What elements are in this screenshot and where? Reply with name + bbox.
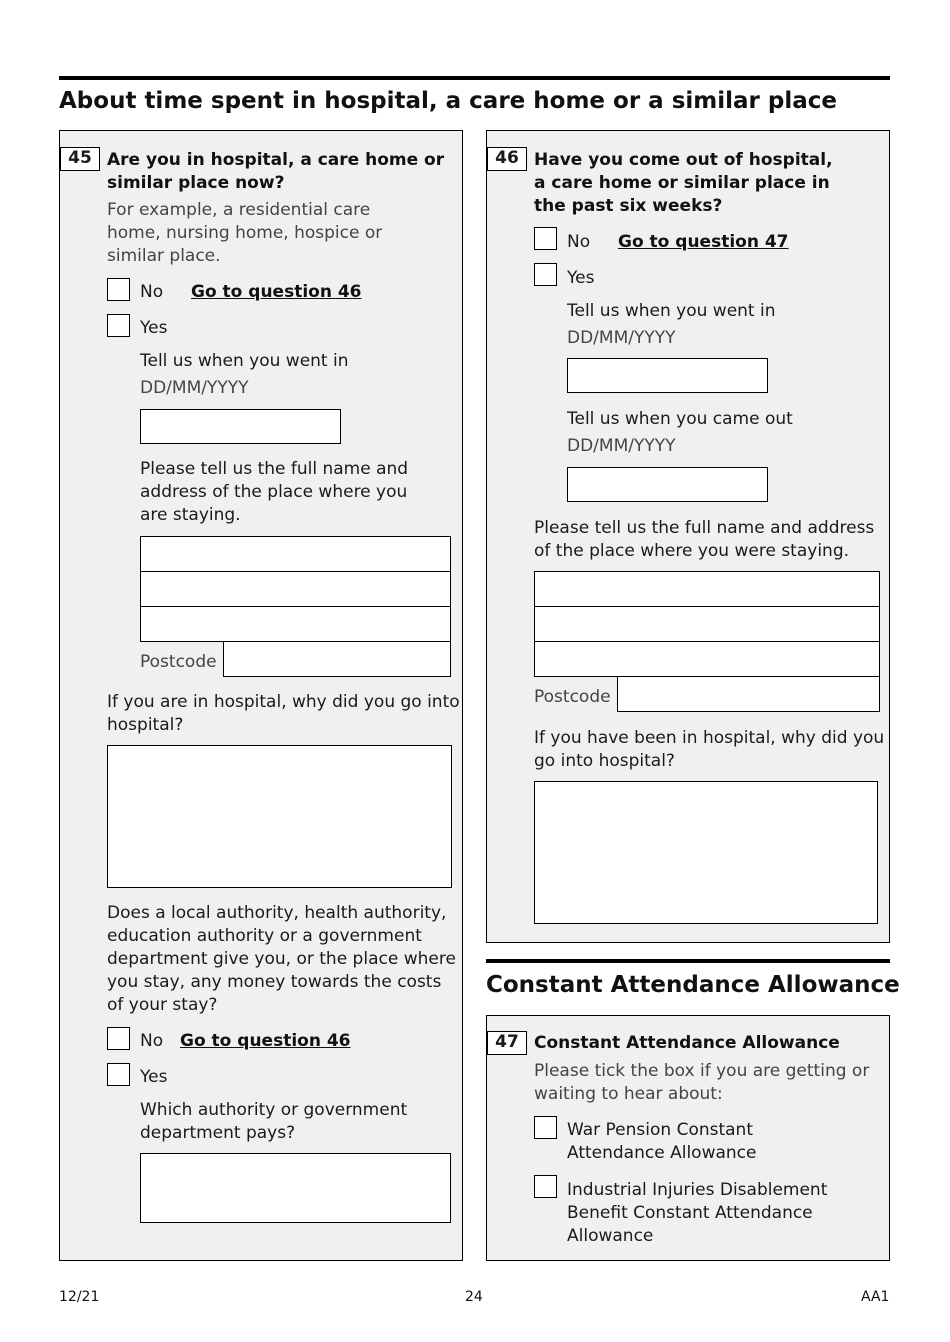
question-hint: Please tick the box if you are getting or waiting to hear about: <box>534 1061 870 1104</box>
address-line-2-input[interactable] <box>140 571 451 607</box>
war-pension-checkbox[interactable] <box>534 1116 557 1139</box>
came-out-label: Tell us when you came out <box>567 409 793 429</box>
hospital-reason-input[interactable] <box>107 745 452 888</box>
no-checkbox[interactable] <box>107 278 130 301</box>
section-rule-top <box>59 76 890 80</box>
hospital-reason-label: If you have been in hospital, why did you go into hospital? <box>534 728 885 771</box>
went-in-label: Tell us when you went in <box>140 351 349 371</box>
postcode-input[interactable] <box>617 676 880 712</box>
question-number: 47 <box>487 1031 527 1055</box>
no-checkbox[interactable] <box>534 227 557 250</box>
funding-go-to-question-46-link[interactable]: Go to question 46 <box>180 1031 351 1051</box>
which-authority-label: Which authority or government department pays? <box>140 1100 408 1143</box>
address-label: Please tell us the full name and address of the place where you are staying. <box>140 459 409 525</box>
industrial-injuries-checkbox[interactable] <box>534 1175 557 1198</box>
date-format-hint: DD/MM/YYYY <box>140 378 249 398</box>
yes-label: Yes <box>140 318 168 338</box>
date-format-hint: DD/MM/YYYY <box>567 436 676 456</box>
hospital-reason-label: If you are in hospital, why did you go into hospital? <box>107 692 460 735</box>
question-number: 46 <box>487 147 527 171</box>
footer-date: 12/21 <box>59 1289 100 1305</box>
date-format-hint: DD/MM/YYYY <box>567 328 676 348</box>
question-title: Are you in hospital, a care home or similar place now? <box>107 150 445 193</box>
address-label: Please tell us the full name and address of the place where you were staying. <box>534 518 875 561</box>
went-in-label: Tell us when you went in <box>567 301 776 321</box>
funding-yes-label: Yes <box>140 1067 168 1087</box>
question-hint: For example, a residential care home, nursing home, hospice or similar place. <box>107 200 383 266</box>
hospital-reason-input[interactable] <box>534 781 878 924</box>
question-title: Have you come out of hospital, a care home or similar place in the past six weeks? <box>534 150 833 216</box>
form-code: AA1 <box>861 1289 890 1305</box>
date-went-in-input[interactable] <box>567 358 768 393</box>
no-label: No <box>140 282 164 302</box>
address-line-2-input[interactable] <box>534 606 880 642</box>
yes-label: Yes <box>567 268 595 288</box>
which-authority-input[interactable] <box>140 1153 451 1223</box>
page-number: 24 <box>465 1289 483 1305</box>
industrial-injuries-label: Industrial Injuries Disablement Benefit Constant Attendance Allowance <box>567 1180 828 1246</box>
funding-no-label: No <box>140 1031 164 1051</box>
postcode-input[interactable] <box>223 641 451 677</box>
question-number: 45 <box>60 147 100 171</box>
section-title: Constant Attendance Allowance <box>486 972 900 998</box>
funding-yes-checkbox[interactable] <box>107 1063 130 1086</box>
go-to-question-46-link[interactable]: Go to question 46 <box>191 282 362 302</box>
address-line-3-input[interactable] <box>534 641 880 677</box>
postcode-label: Postcode <box>534 687 611 707</box>
date-came-out-input[interactable] <box>567 467 768 502</box>
address-line-3-input[interactable] <box>140 606 451 642</box>
yes-checkbox[interactable] <box>107 314 130 337</box>
funding-question-label: Does a local authority, health authority, education authority or a government department give you, or the place where you stay, any money towards the costs of your stay? <box>107 903 456 1015</box>
section-title: About time spent in hospital, a care home or a similar place <box>59 88 837 114</box>
no-label: No <box>567 232 591 252</box>
address-line-1-input[interactable] <box>534 571 880 607</box>
date-went-in-input[interactable] <box>140 409 341 444</box>
address-line-1-input[interactable] <box>140 536 451 572</box>
question-title: Constant Attendance Allowance <box>534 1033 840 1053</box>
yes-checkbox[interactable] <box>534 263 557 286</box>
war-pension-label: War Pension Constant Attendance Allowance <box>567 1120 757 1163</box>
postcode-label: Postcode <box>140 652 217 672</box>
section-rule-top <box>486 959 890 963</box>
go-to-question-47-link[interactable]: Go to question 47 <box>618 232 789 252</box>
funding-no-checkbox[interactable] <box>107 1027 130 1050</box>
